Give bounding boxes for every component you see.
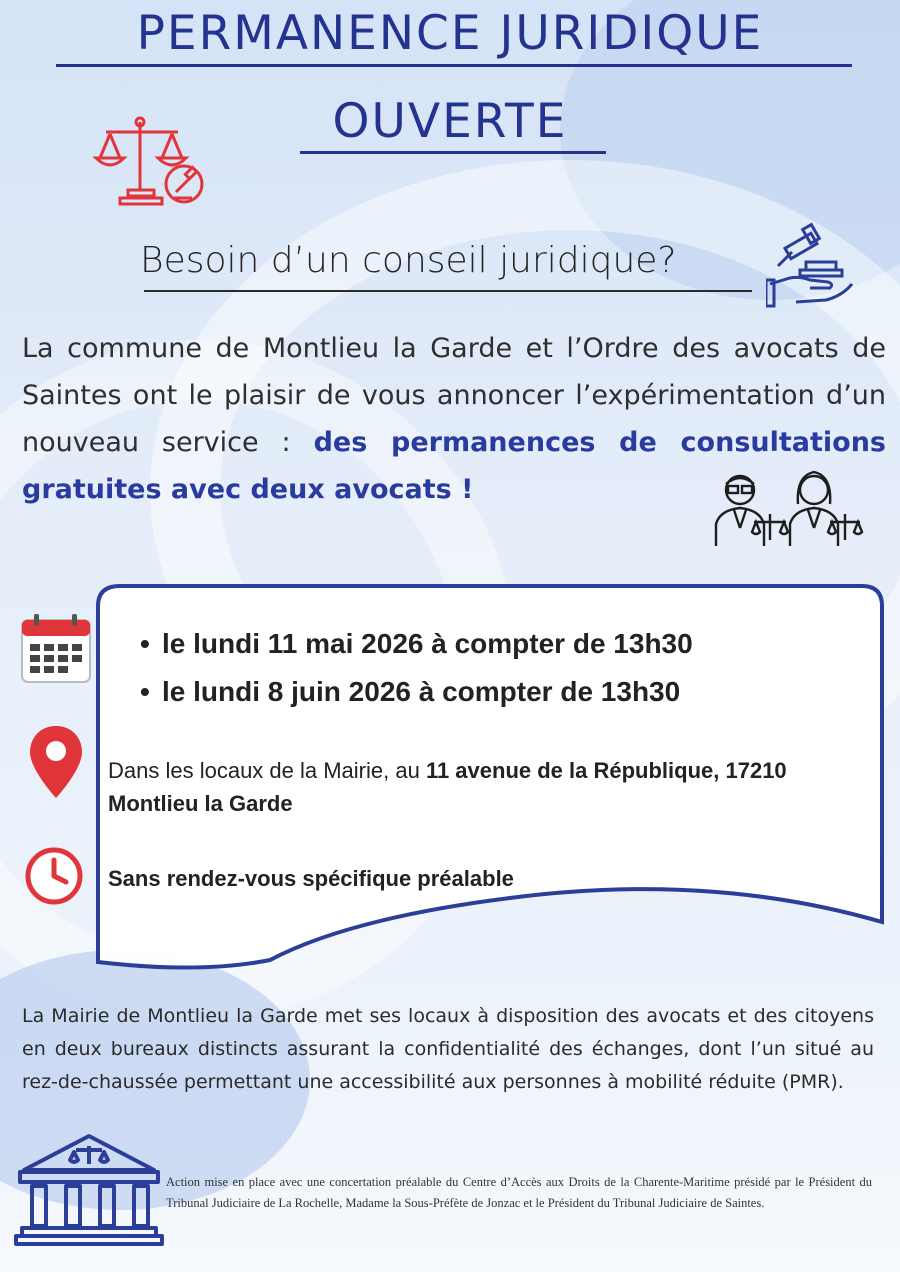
courthouse-icon [14,1130,164,1246]
title-underline-1 [56,64,852,67]
intro-text: La commune de Montlieu la Garde et l’Ordre des avocats de Saintes ont le plaisir de vous annoncer l’expérimentation d’un nouveau service : [22,333,886,458]
page-title-line2: OUVERTE [332,94,568,149]
bottom-paragraph: La Mairie de Montlieu la Garde met ses locaux à disposition des avocats et des citoyens en deux bureaux distincts assurant la confidentialité des échanges, dont l’un situé au rez-de-chaussée permettant une accessibilité aux personnes à mobilité réduite (PMR). [22,1005,874,1093]
hand-gavel-icon [766,222,858,312]
subtitle: Besoin d’un conseil juridique? [140,240,677,281]
dates-list [140,620,693,716]
bullet: • [140,628,150,659]
lawyers-icon [714,468,864,550]
location-prefix: Dans les locaux de la Mairie, au [108,758,426,783]
date-text: le lundi 8 juin 2026 à compter de 13h30 [162,676,681,707]
date-item [140,620,693,668]
location-address: 11 avenue de la République, 17210 Montlieu la Garde [108,758,787,816]
date-item [140,668,693,716]
intro-highlight: des permanences de consultations gratuites avec deux avocats ! [22,427,887,505]
title-underline-2 [300,151,606,154]
page-title-line1: PERMANENCE JURIDIQUE [136,6,764,61]
location-text [108,754,878,820]
footnote: Action mise en place avec une concertation préalable du Centre d’Accès aux Droits de la Charente-Maritime présidé par le Président du Tribunal Judiciaire de La Rochelle, Madame la Sous-Préfète de Jonzac et le Président du Tribunal Judiciaire de Saintes. [166,1175,872,1210]
clock-icon [24,846,84,906]
no-appointment-text: Sans rendez-vous spécifique préalable [108,866,514,891]
calendar-icon [20,612,92,684]
bullet: • [140,676,150,707]
date-text: le lundi 11 mai 2026 à compter de 13h30 [162,628,693,659]
scales-gavel-icon [92,112,210,212]
location-pin-icon [28,724,84,800]
subtitle-underline [144,290,752,292]
